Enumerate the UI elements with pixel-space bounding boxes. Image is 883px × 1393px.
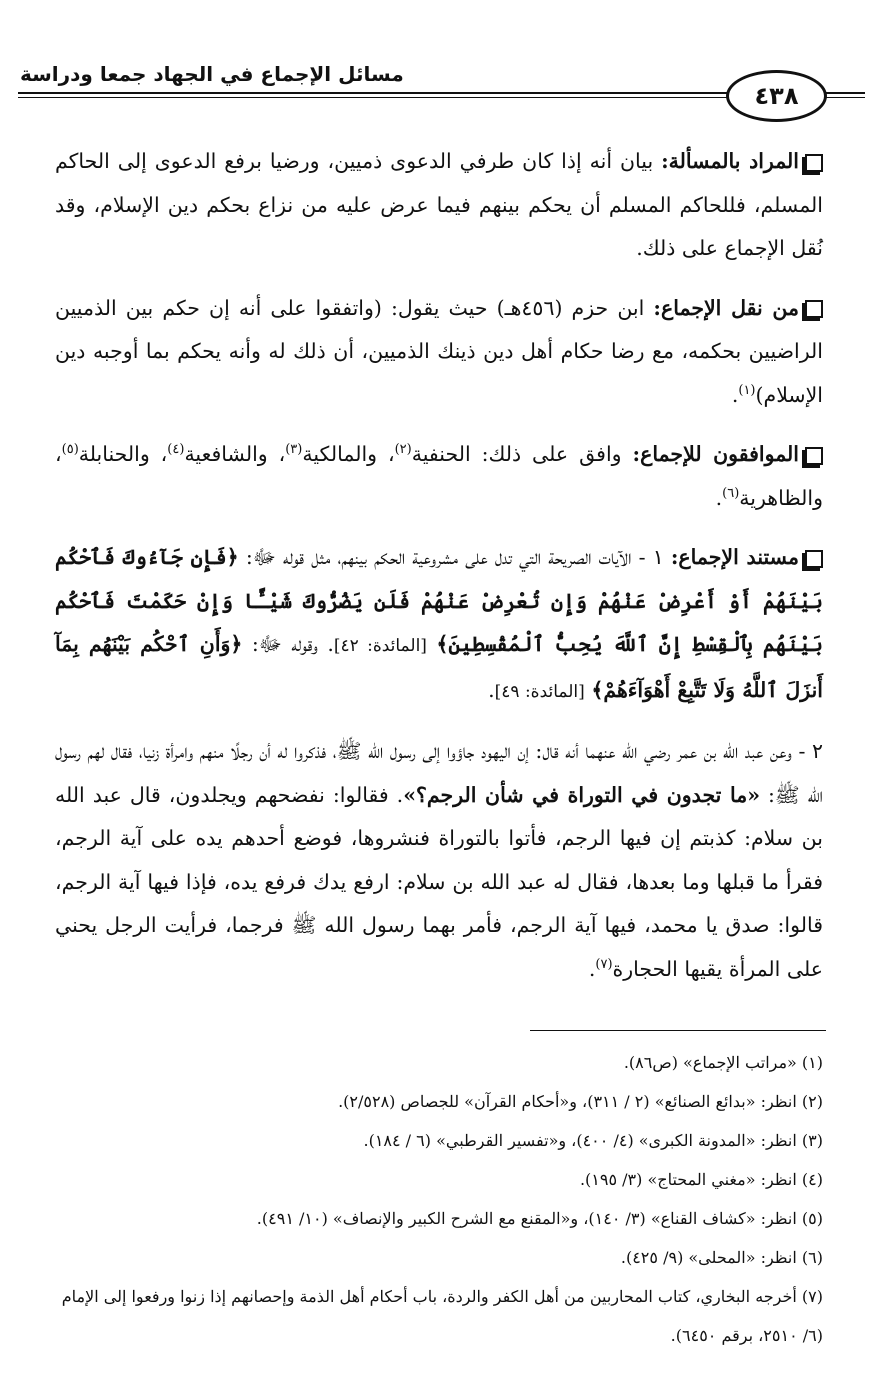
paragraph-basis (55, 536, 823, 714)
verse-reference: [المائدة: ٤٢] (333, 636, 427, 656)
square-bullet-icon (805, 447, 823, 465)
footnote-ref: (٥) (61, 442, 79, 458)
footnote: (٦) انظر: «المحلى» (٩/ ٤٢٥). (620, 1248, 823, 1267)
verse-reference: [المائدة: ٤٩] (494, 681, 585, 702)
heading-basis: مستند الإجماع: (670, 545, 799, 569)
text-segment: ١ - الآيات الصريحة التي تدل على مشروعية الحكم بينهم، مثل قوله ﷻ: (245, 545, 664, 569)
footnote: (٤) انظر: «مغني المحتاج» (٣/ ١٩٥). (579, 1170, 823, 1189)
footnote: (٥) انظر: «كشاف القناع» (٣/ ١٤٠)، و«المقنع مع الشرح الكبير والإنصاف» (١٠/ ٤٩١). (256, 1209, 823, 1228)
footnote: (٣) انظر: «المدونة الكبرى» (٤/ ٤٠٠)، و«تفسير القرطبي» (٦ / ١٨٤). (363, 1131, 823, 1150)
heading-issue: المراد بالمسألة: (661, 149, 799, 173)
quran-verse: ﴿فَإِن جَآءُوكَ فَٱحْكُم بَيْنَهُمْ أَوْ أَعْرِضْ عَنْهُمْ وَإِن تُعْرِضْ عَنْهُمْ فَلَن يَضُرُّوكَ شَيْـًٔا وَإِنْ حَكَمْتَ فَٱحْكُم بَيْنَهُم بِٱلْقِسْطِ إِنَّ ٱللَّهَ يُحِبُّ ٱلْمُقْسِطِينَ﴾ (55, 545, 823, 656)
paragraph-agreeing (55, 433, 823, 520)
footnote: (١) «مراتب الإجماع» (ص٨٦). (623, 1053, 823, 1072)
footnote-ref: (٢) (394, 442, 412, 458)
square-bullet-icon (805, 154, 823, 172)
footnote-ref: (٤) (167, 442, 185, 458)
footnote: (٧) أخرجه البخاري، كتاب المحاربين من أهل الكفر والردة، باب أحكام أهل الذمة وإحصانهم إذا زنوا ورفعوا إلى الإمام (٦/ ٢٥١٠، برقم ٦٤٥٠). (61, 1287, 823, 1345)
text-segment: ، والظاهرية (55, 442, 823, 510)
text-segment: . (488, 677, 495, 702)
text-segment: . وقوله ﷻ: (251, 632, 334, 656)
footnote-ref: (١) (738, 382, 756, 398)
page-number-badge (726, 70, 827, 122)
square-bullet-icon (805, 300, 823, 318)
footnote-ref: (٧) (595, 956, 613, 972)
footnote-separator (530, 1030, 826, 1031)
footnote-ref: (٦) (722, 485, 740, 501)
punctuation: . (588, 956, 596, 981)
square-bullet-icon (805, 550, 823, 568)
footnotes (60, 1043, 823, 1355)
text-segment: . فقالوا: نفضحهم ويجلدون، قال عبد الله بن سلام: كذبتم إن فيها الرجم، فأتوا بالتوراة فنشروها، فوضع أحدهم يده على آية الرجم، فقرأ ما قبلها وما بعدها، فقال له عبد الله بن سلام: ارفع يدك فرفع يده، فإذا فيها آية الرجم، قالوا: صدق يا محمد، فيها آية الرجم، فأمر بهما رسول الله ﷺ فرجما، فرأيت الرجل يحني على المرأة يقيها الحجارة (55, 782, 823, 981)
text-segment: وافق على ذلك: الحنفية (411, 442, 622, 466)
text-segment: ، والحنابلة (78, 442, 168, 466)
paragraph-transmitters (55, 287, 823, 418)
footnote-ref: (٣) (285, 442, 303, 458)
heading-transmitters: من نقل الإجماع: (653, 295, 799, 320)
text-segment: . (715, 485, 723, 510)
text-segment: ، والمالكية (302, 442, 395, 466)
punctuation: . (731, 382, 739, 407)
page-number: ٤٣٨ (754, 82, 799, 110)
running-header-title: مسائل الإجماع في الجهاد جمعا ودراسة (20, 62, 404, 86)
paragraph-issue (55, 140, 823, 271)
paragraph-hadith (55, 730, 823, 991)
text-segment: ، والشافعية (184, 442, 286, 466)
paragraph-text: بيان أنه إذا كان طرفي الدعوى ذميين، ورضيا برفع الدعوى إلى الحاكم المسلم، فللحاكم المسلم أن يحكم بينهم فيما عرض عليه من نزاع بحكم دين الإسلام، وقد نُقل الإجماع على ذلك. (55, 149, 823, 260)
footnote: (٢) انظر: «بدائع الصنائع» (٢ / ٣١١)، و«أحكام القرآن» للجصاص (٢/٥٢٨). (338, 1092, 823, 1111)
paragraph-text: ابن حزم (٤٥٦هـ) حيث يقول: (واتفقوا على أنه إن حكم بين الذميين الراضيين بحكمه، مع رضا حكام أهل دين ذينك الذميين، أن ذلك له وأنه يحكم بما أوجبه دين الإسلام) (55, 295, 823, 407)
main-text (55, 140, 823, 1007)
text-segment: ٢ - وعن عبد الله بن عمر رضي الله عنهما أنه قال: إن اليهود جاؤوا إلى رسول الله ﷺ، فذكروا له أن رجلًا منهم وامرأة زنيا، فقال لهم رسول الله ﷺ: (55, 739, 823, 807)
quran-verse: ﴿وَأَنِ ٱحْكُم بَيْنَهُم بِمَآ أَنزَلَ ٱللَّهُ وَلَا تَتَّبِعْ أَهْوَآءَهُمْ﴾ (55, 632, 823, 702)
hadith-quote: «ما تجدون في التوراة في شأن الرجم؟» (403, 782, 761, 807)
heading-agreeing: الموافقون للإجماع: (632, 442, 799, 466)
